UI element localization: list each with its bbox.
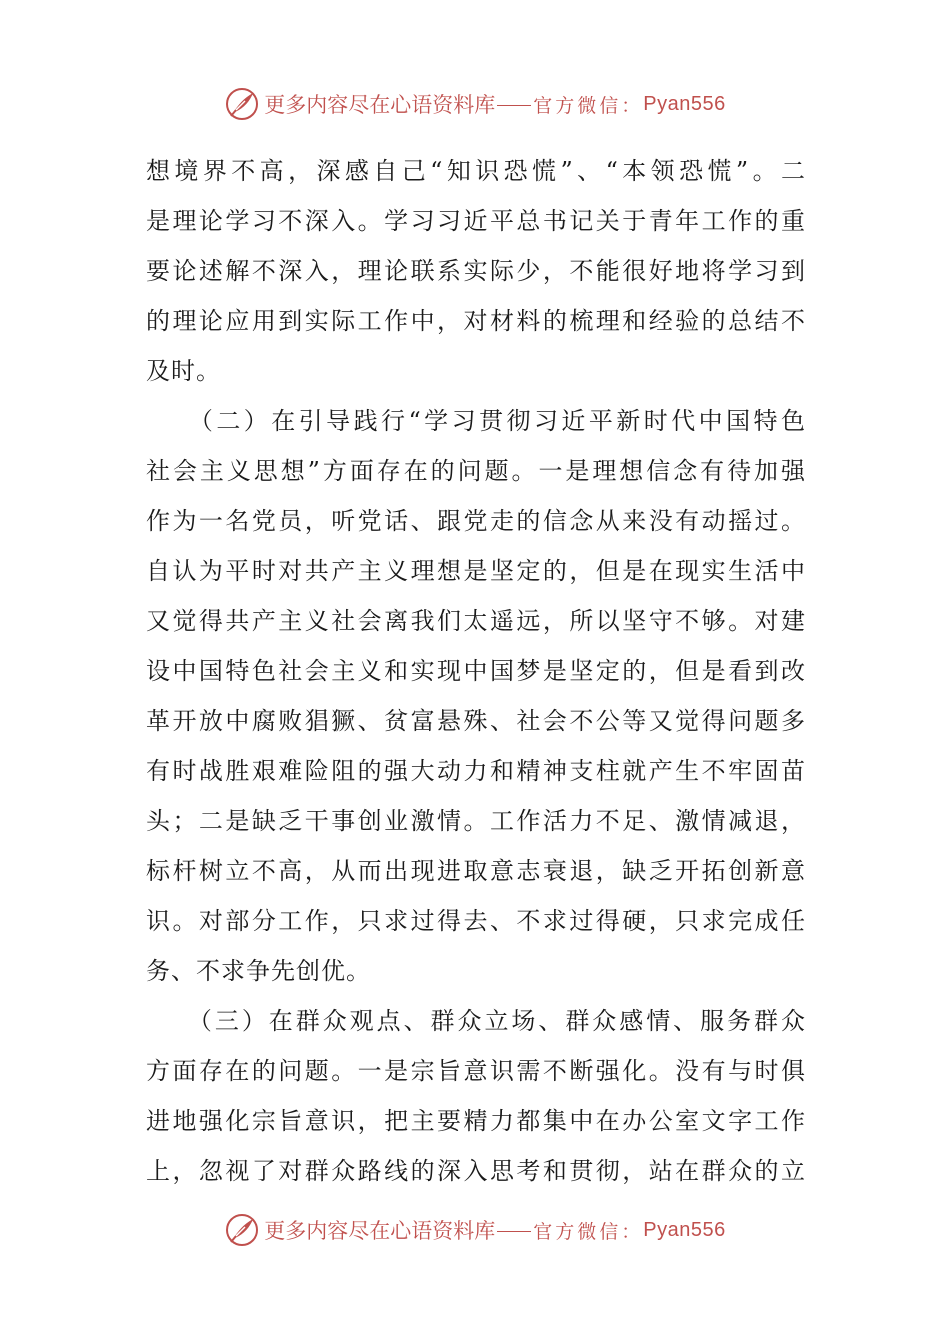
watermark-handle: Pyan556 <box>643 1218 726 1241</box>
text-line: 上，忽视了对群众路线的深入思考和贯彻，站在群众的立 <box>146 1157 806 1185</box>
text-line: （三）在群众观点、群众立场、群众感情、服务群众 <box>146 1007 806 1035</box>
text-line: 头；二是缺乏干事创业激情。工作活力不足、激情减退， <box>146 807 806 835</box>
text-line: 是理论学习不深入。学习习近平总书记关于青年工作的重 <box>146 207 806 235</box>
document-body <box>146 146 806 1196</box>
text-line: 识。对部分工作，只求过得去、不求过得硬，只求完成任 <box>146 907 806 935</box>
text-line: 及时。 <box>146 357 221 385</box>
watermark-brand: 更多内容尽在心语资料库 <box>264 93 496 117</box>
text-line: 务、不求争先创优。 <box>146 957 371 985</box>
text-line: 作为一名党员，听党话、跟党走的信念从来没有动摇过。 <box>146 507 806 535</box>
watermark-header <box>0 84 950 124</box>
text-line: 进地强化宗旨意识，把主要精力都集中在办公室文字工作 <box>146 1107 806 1135</box>
text-line: 想境界不高，深感自己“知识恐慌”、“本领恐慌”。二 <box>146 157 806 185</box>
text-line: 要论述解不深入，理论联系实际少，不能很好地将学习到 <box>146 257 806 285</box>
text-line: 的理论应用到实际工作中，对材料的梳理和经验的总结不 <box>146 307 806 335</box>
text-line: 自认为平时对共产主义理想是坚定的，但是在现实生活中 <box>146 557 806 585</box>
text-line: （二）在引导践行“学习贯彻习近平新时代中国特色 <box>146 407 806 435</box>
watermark-dash <box>497 105 531 106</box>
text-line: 革开放中腐败猖獗、贫富悬殊、社会不公等又觉得问题多 <box>146 707 806 735</box>
feather-pen-icon <box>224 1212 260 1248</box>
watermark-dash <box>497 1231 531 1232</box>
watermark-footer <box>0 1210 950 1250</box>
text-line: 标杆树立不高，从而出现进取意志衰退，缺乏开拓创新意 <box>146 857 806 885</box>
watermark-official: 官方微信： <box>533 1220 644 1243</box>
watermark-official: 官方微信： <box>533 94 644 117</box>
watermark-brand: 更多内容尽在心语资料库 <box>264 1219 496 1243</box>
text-line: 有时战胜艰难险阻的强大动力和精神支柱就产生不牢固苗 <box>146 757 806 785</box>
watermark-handle: Pyan556 <box>643 92 726 115</box>
text-line: 又觉得共产主义社会离我们太遥远，所以坚守不够。对建 <box>146 607 806 635</box>
text-line: 设中国特色社会主义和实现中国梦是坚定的，但是看到改 <box>146 657 806 685</box>
text-line: 社会主义思想”方面存在的问题。一是理想信念有待加强 <box>146 457 806 485</box>
text-line: 方面存在的问题。一是宗旨意识需不断强化。没有与时俱 <box>146 1057 806 1085</box>
feather-pen-icon <box>224 86 260 122</box>
